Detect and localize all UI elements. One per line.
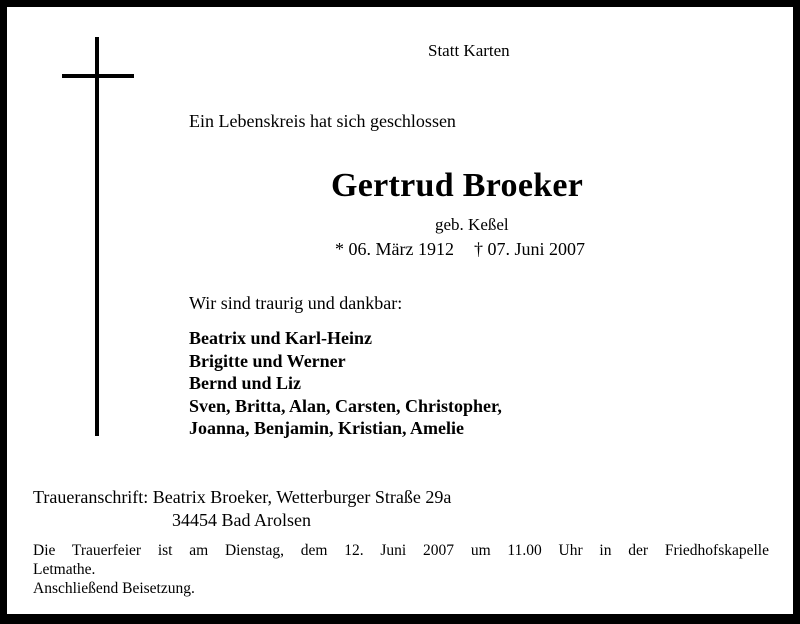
mourner-line: Brigitte und Werner (189, 350, 346, 371)
mourner-line: Bernd und Liz (189, 373, 302, 393)
address-line-2: 34454 Bad Arolsen (172, 510, 311, 530)
mourner-line: Beatrix und Karl-Heinz (189, 328, 372, 348)
address-line-1: Traueranschrift: Beatrix Broeker, Wetterburger Straße 29a (33, 487, 452, 507)
intro-text: Ein Lebenskreis hat sich geschlossen (189, 111, 456, 131)
birth-date: * 06. März 1912 (335, 239, 454, 259)
maiden-name: geb. Keßel (435, 215, 509, 234)
mourners-intro: Wir sind traurig und dankbar: (189, 293, 403, 313)
header-note: Statt Karten (428, 41, 510, 60)
service-line-3: Anschließend Beisetzung. (33, 580, 195, 597)
mourner-line: Sven, Britta, Alan, Carsten, Christopher, (189, 395, 502, 416)
life-dates (335, 239, 585, 260)
cross-icon (95, 37, 99, 436)
service-info (33, 541, 769, 598)
death-date: † 07. Juni 2007 (473, 239, 585, 259)
mourners-list (189, 327, 502, 440)
mourner-line: Joanna, Benjamin, Kristian, Amelie (189, 418, 465, 438)
obituary-card (7, 7, 793, 614)
deceased-name: Gertrud Broeker (331, 167, 584, 204)
service-line-2: Letmathe. (33, 561, 96, 578)
cross-icon-bar (62, 74, 134, 78)
service-line-1: Die Trauerfeier ist am Dienstag, dem 12. Juni 2007 um 11.00 Uhr in der Friedhofskapelle (33, 542, 769, 559)
